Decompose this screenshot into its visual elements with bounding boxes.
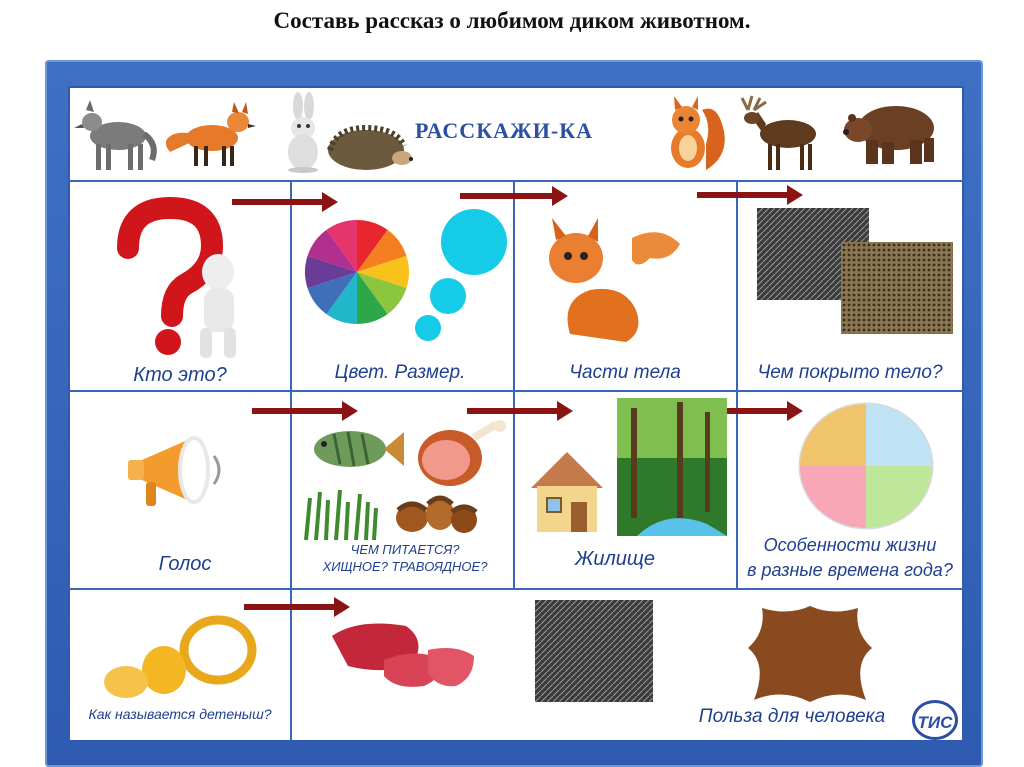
question-mark-icon <box>100 198 250 363</box>
caption-food-2: ХИЩНОЕ? ТРАВОЯДНОЕ? <box>322 559 488 574</box>
grass-icon <box>302 488 378 540</box>
seasons-wheel-icon <box>796 402 936 530</box>
grid-divider <box>68 588 964 590</box>
hedgehog-icon <box>326 124 412 172</box>
fur-texture-icon <box>757 208 957 336</box>
megaphone-icon <box>122 430 234 510</box>
caption-seasons-1: Особенности жизни <box>763 535 937 555</box>
publisher-logo: ТИС <box>912 700 958 740</box>
house-icon <box>527 446 607 534</box>
caption-use: Польза для человека <box>698 706 886 727</box>
body-parts-icon <box>540 214 700 349</box>
page-title: Составь рассказ о любимом диком животном. <box>273 8 751 33</box>
hare-icon <box>282 94 326 174</box>
fish-icon <box>304 424 404 474</box>
caption-home: Жилище <box>574 548 655 570</box>
pacifier-icon <box>100 610 260 702</box>
meat-icon <box>328 616 476 690</box>
grid-divider <box>290 180 292 590</box>
arrow-icon <box>460 193 554 199</box>
caption-body-parts: Части тела <box>569 362 681 383</box>
grid-divider <box>513 180 515 590</box>
ham-icon <box>414 422 506 488</box>
caption-food-1: ЧЕМ ПИТАЕТСЯ? <box>350 542 460 557</box>
caption-color-size: Цвет. Размер. <box>334 362 466 383</box>
wolf-icon <box>78 94 156 176</box>
fur-pelt-icon <box>535 600 653 702</box>
forest-icon <box>617 398 727 536</box>
arrow-icon <box>252 408 344 414</box>
grid-divider <box>68 180 964 182</box>
squirrel-icon <box>662 94 732 174</box>
caption-who: Кто это? <box>133 364 227 386</box>
arrow-icon <box>697 192 789 198</box>
caption-baby: Как называется детеныш? <box>88 706 272 722</box>
caption-covering: Чем покрыто тело? <box>757 362 943 383</box>
hide-icon <box>742 602 878 706</box>
moose-icon <box>742 94 832 172</box>
fox-icon <box>160 100 255 170</box>
size-circles-icon <box>408 206 512 346</box>
grid-divider <box>736 180 738 590</box>
arrow-icon <box>467 408 559 414</box>
acorns-icon <box>392 492 478 534</box>
bear-icon <box>842 98 942 168</box>
caption-voice: Голос <box>158 553 212 575</box>
grid-divider <box>68 390 964 392</box>
caption-seasons-2: в разные времена года? <box>747 560 953 580</box>
color-wheel-icon <box>303 218 411 326</box>
header-title: РАССКАЖИ-КА <box>415 118 594 143</box>
